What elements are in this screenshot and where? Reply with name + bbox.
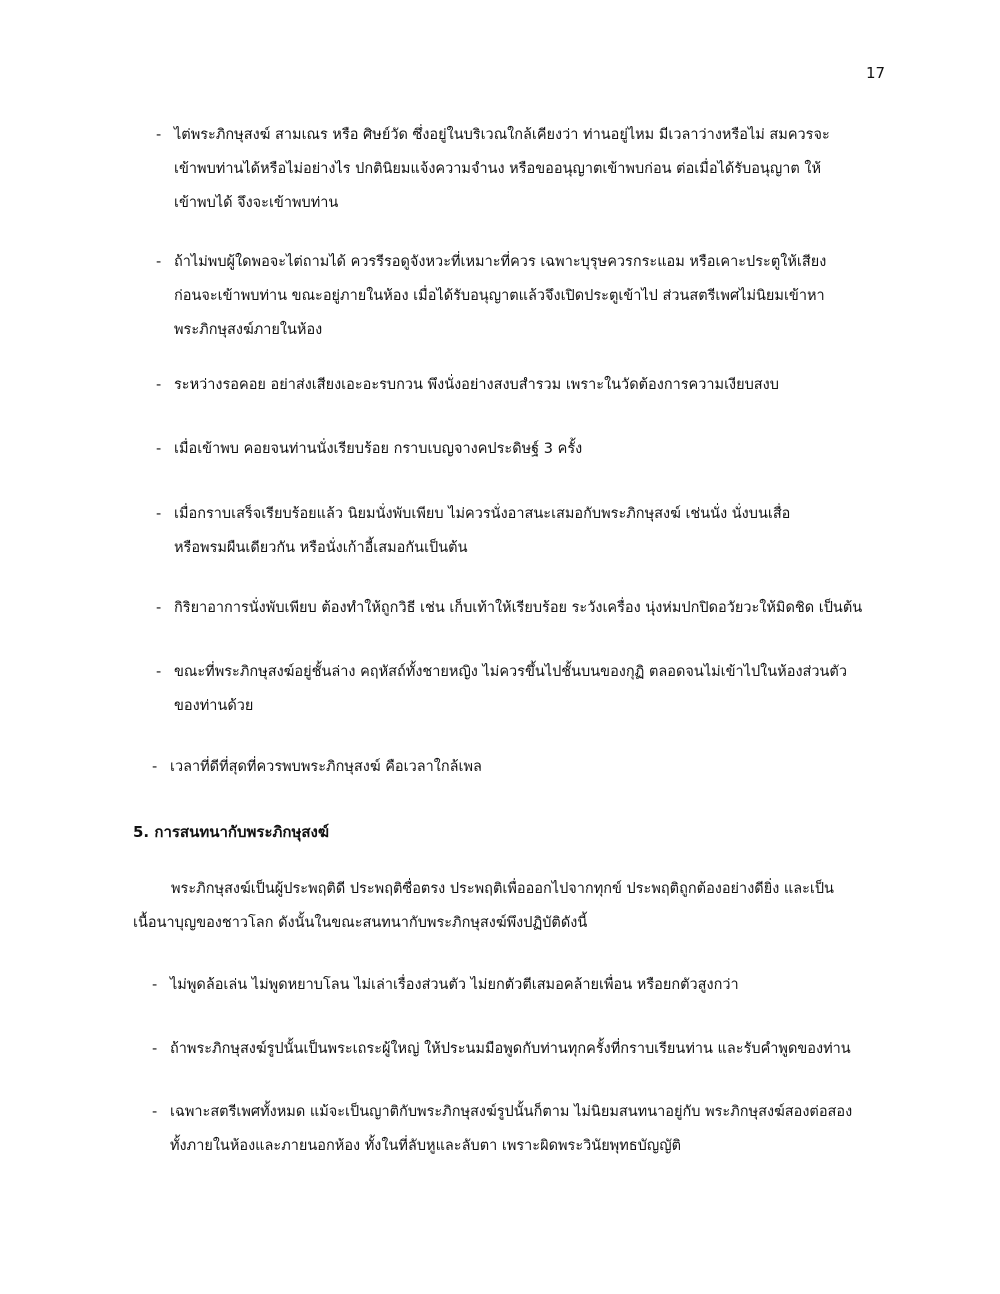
bullet-item	[156, 655, 847, 723]
section-heading	[133, 815, 329, 849]
bullet-dash: -	[156, 600, 162, 616]
bullet-line: ทั้งภายในห้องและภายนอกห้อง ทั้งในที่ลับหูและลับตา เพราะผิดพระวินัยพุทธบัญญัติ	[170, 1138, 681, 1154]
bullet-line: เมื่อกราบเสร็จเรียบร้อยแล้ว นิยมนั่งพับเพียบ ไม่ควรนั่งอาสนะเสมอกับพระภิกษุสงฆ์ เช่นนั่ง นั่งบนเสื่อ	[174, 506, 791, 522]
bullet-item	[156, 432, 582, 466]
bullet-line: กิริยาอาการนั่งพับเพียบ ต้องทำให้ถูกวิธี เช่น เก็บเท้าให้เรียบร้อย ระวังเครื่อง นุ่งห่มปกปิดอวัยวะให้มิดชิด เป็นต้น	[174, 600, 863, 616]
bullet-dash: -	[152, 759, 158, 775]
bullet-line: ถ้าไม่พบผู้ใดพอจะไต่ถามได้ ควรรีรอดูจังหวะที่เหมาะที่ควร เฉพาะบุรุษควรกระแอม หรือเคาะประตูให้เสียง	[174, 254, 827, 270]
section-number: 5.	[133, 823, 150, 841]
bullet-item	[156, 118, 830, 220]
bullet-text	[174, 245, 826, 347]
bullet-dash: -	[152, 1104, 158, 1120]
bullet-dash: -	[152, 1041, 158, 1057]
page-number: 17	[866, 64, 886, 82]
bullet-line: ถ้าพระภิกษุสงฆ์รูปนั้นเป็นพระเถระผู้ใหญ่ ให้ประนมมือพูดกับท่านทุกครั้งที่กราบเรียนท่าน และรับคำพูดของท่าน	[170, 1041, 851, 1057]
bullet-line: ขณะที่พระภิกษุสงฆ์อยู่ชั้นล่าง คฤหัสถ์ทั้งชายหญิง ไม่ควรขึ้นไปชั้นบนของกุฏิ ตลอดจนไม่เข้าไปในห้องส่วนตัว	[174, 664, 847, 680]
bullet-item	[156, 368, 779, 402]
bullet-item	[152, 750, 482, 784]
bullet-text	[170, 750, 482, 784]
bullet-text	[174, 655, 847, 723]
bullet-item	[156, 591, 862, 625]
bullet-text	[174, 432, 582, 466]
bullet-line: ระหว่างรอคอย อย่าส่งเสียงเอะอะรบกวน พึงนั่งอย่างสงบสำรวม เพราะในวัดต้องการความเงียบสงบ	[174, 377, 779, 393]
bullet-text	[174, 591, 862, 625]
paragraph-line: เนื้อนาบุญของชาวโลก ดังนั้นในขณะสนทนากับพระภิกษุสงฆ์พึงปฏิบัติดังนี้	[133, 915, 588, 931]
bullet-text	[170, 968, 739, 1002]
bullet-line: พระภิกษุสงฆ์ภายในห้อง	[174, 322, 323, 338]
paragraph-line: พระภิกษุสงฆ์เป็นผู้ประพฤติดี ประพฤติซื่อตรง ประพฤติเพื่อออกไปจากทุกข์ ประพฤติถูกต้องอย่างดียิ่ง และเป็น	[171, 881, 834, 897]
bullet-item	[156, 497, 790, 565]
bullet-dash: -	[156, 506, 162, 522]
bullet-line: เวลาที่ดีที่สุดที่ควรพบพระภิกษุสงฆ์ คือเวลาใกล้เพล	[170, 759, 482, 775]
bullet-text	[170, 1095, 852, 1163]
bullet-dash: -	[156, 254, 162, 270]
bullet-item	[152, 1032, 851, 1066]
bullet-text	[174, 497, 790, 565]
bullet-item	[152, 1095, 852, 1163]
bullet-line: เฉพาะสตรีเพศทั้งหมด แม้จะเป็นญาติกับพระภิกษุสงฆ์รูปนั้นก็ตาม ไม่นิยมสนทนาอยู่กับ พระภิกษุสงฆ์สองต่อสอง	[170, 1104, 853, 1120]
bullet-line: หรือพรมผืนเดียวกัน หรือนั่งเก้าอี้เสมอกันเป็นต้น	[174, 540, 468, 556]
bullet-item	[156, 245, 826, 347]
bullet-text	[174, 118, 830, 220]
body-paragraph	[133, 872, 834, 940]
bullet-dash: -	[152, 977, 158, 993]
bullet-line: ไม่พูดล้อเล่น ไม่พูดหยาบโลน ไม่เล่าเรื่องส่วนตัว ไม่ยกตัวตีเสมอคล้ายเพื่อน หรือยกตัวสูงกว่า	[170, 977, 739, 993]
bullet-dash: -	[156, 377, 162, 393]
bullet-line: เข้าพบท่านได้หรือไม่อย่างไร ปกตินิยมแจ้งความจำนง หรือขออนุญาตเข้าพบก่อน ต่อเมื่อได้รับอนุญาต ให้	[174, 161, 822, 177]
bullet-dash: -	[156, 127, 162, 143]
bullet-dash: -	[156, 441, 162, 457]
bullet-line: เข้าพบได้ จึงจะเข้าพบท่าน	[174, 195, 339, 211]
section-title: การสนทนากับพระภิกษุสงฆ์	[154, 823, 329, 841]
bullet-line: ของท่านด้วย	[174, 698, 254, 714]
bullet-line: ไต่พระภิกษุสงฆ์ สามเณร หรือ ศิษย์วัด ซึ่งอยู่ในบริเวณใกล้เคียงว่า ท่านอยู่ไหม มีเวลาว่างหรือไม่ สมควรจะ	[174, 127, 830, 143]
bullet-dash: -	[156, 664, 162, 680]
bullet-item	[152, 968, 739, 1002]
bullet-line: เมื่อเข้าพบ คอยจนท่านนั่งเรียบร้อย กราบเบญจางคประดิษฐ์ 3 ครั้ง	[174, 441, 583, 457]
bullet-line: ก่อนจะเข้าพบท่าน ขณะอยู่ภายในห้อง เมื่อได้รับอนุญาตแล้วจึงเปิดประตูเข้าไป ส่วนสตรีเพศไม่นิยมเข้าหา	[174, 288, 825, 304]
bullet-text	[174, 368, 779, 402]
bullet-text	[170, 1032, 851, 1066]
